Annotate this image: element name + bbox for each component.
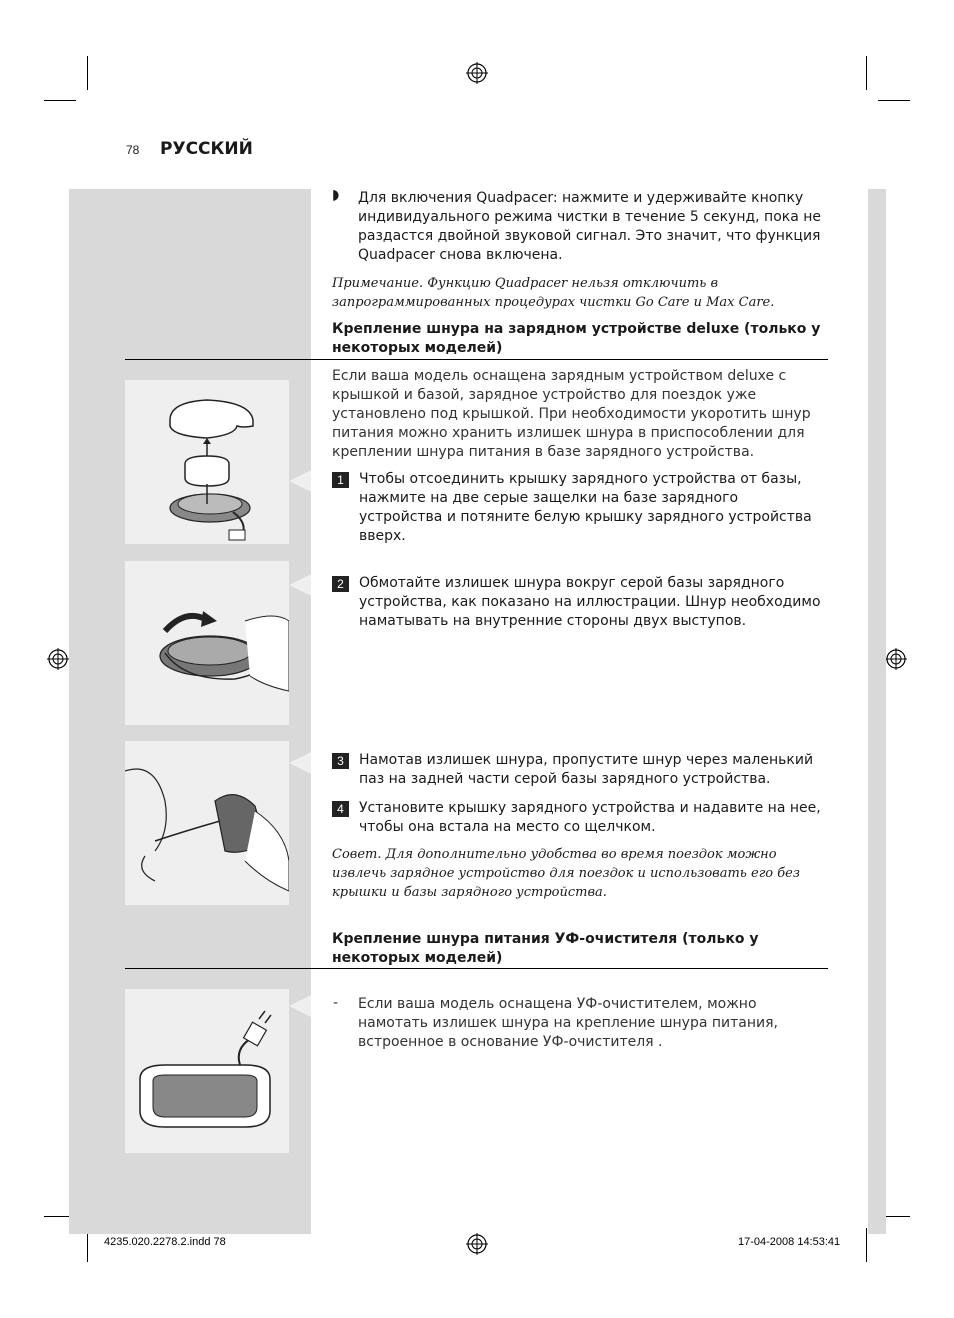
page-number: 78: [126, 143, 140, 157]
registration-mark-icon: [47, 648, 69, 670]
step-number: 1: [332, 472, 349, 488]
illustration-pointer: [289, 752, 311, 774]
step-number: 2: [332, 576, 349, 592]
crop-mark: [866, 56, 867, 90]
section-divider: [125, 359, 828, 360]
step-3: [332, 751, 822, 789]
step-number: 4: [332, 801, 349, 817]
step-text: Обмотайте излишек шнура вокруг серой базы зарядного устройства, как показано на иллюстрации. Шнур необходимо наматывать на внутренние стороны двух выступов.: [359, 575, 821, 629]
note-text: Примечание. Функцию Quadpacer нельзя отключить в запрограммированных процедурах чистки Go Care и Max Care.: [332, 276, 775, 310]
illustration-pointer: [289, 470, 311, 492]
illustration-pointer: [289, 995, 311, 1017]
registration-mark-icon: [466, 1233, 488, 1255]
illustration-pointer: [289, 574, 311, 596]
bullet-icon: ◗: [332, 187, 340, 203]
footer-file-info: 4235.020.2278.2.indd 78: [104, 1236, 226, 1248]
section-heading: Крепление шнура питания УФ-очистителя (только у некоторых моделей): [332, 931, 759, 966]
step-text: Установите крышку зарядного устройства и надавите на нее, чтобы она встала на место со щелчком.: [359, 800, 821, 835]
uv-sanitizer-base-icon: [125, 989, 289, 1153]
illustration-winding-cord: [125, 561, 289, 725]
section-divider: [125, 968, 828, 969]
cord-slot-icon: [125, 741, 289, 905]
section-intro: Если ваша модель оснащена зарядным устройством deluxe с крышкой и базой, зарядное устройство для поездок уже установлено под крышкой. При необходимости укоротить шнур питания можно хранить излишек шнура в приспособлении для креплении шнура питания в базе зарядного устройства.: [332, 368, 811, 460]
bullet-text: Для включения Quadpacer: нажмите и удерживайте кнопку индивидуального режима чистки в течение 5 секунд, пока не раздастся двойной звуковой сигнал. Это значит, что функция Quadpacer снова включена.: [358, 190, 822, 263]
step-text: Чтобы отсоединить крышку зарядного устройства от базы, нажмите на две серые защелки на базе зарядного устройства и потяните белую крышку зарядного устройства вверх.: [359, 471, 812, 544]
charger-cover-icon: [125, 380, 289, 544]
step-4: [332, 799, 822, 837]
step-2: [332, 574, 822, 631]
crop-mark: [878, 100, 910, 101]
step-number: 3: [332, 753, 349, 769]
crop-mark: [44, 100, 76, 101]
crop-mark: [87, 56, 88, 90]
registration-mark-icon: [466, 62, 488, 84]
illustration-charger-cover: [125, 380, 289, 544]
tip-text: Совет. Для дополнительно удобства во время поездок можно извлечь зарядное устройство для поездок и использовать его без крышки и базы зарядного устройства.: [332, 847, 800, 900]
step-text: Намотав излишек шнура, пропустите шнур через маленький паз на задней части серой базы зарядного устройства.: [359, 752, 814, 787]
dash-marker: -: [333, 995, 339, 1011]
footer-datetime: 17-04-2008 14:53:41: [738, 1236, 841, 1248]
winding-cord-icon: [125, 561, 289, 725]
section-language-title: РУССКИЙ: [160, 139, 253, 159]
step-1: [332, 470, 822, 546]
crop-mark: [866, 1228, 867, 1262]
section-heading: Крепление шнура на зарядном устройстве deluxe (только у некоторых моделей): [332, 321, 821, 356]
registration-mark-icon: [885, 648, 907, 670]
illustration-uv-sanitizer-base: [125, 989, 289, 1153]
illustration-cord-slot: [125, 741, 289, 905]
uv-sanitizer-text: Если ваша модель оснащена УФ-очистителем, можно намотать излишек шнура на крепление шнура питания, встроенное в основание УФ-очистителя .: [358, 996, 778, 1050]
right-grey-strip: [868, 189, 886, 1234]
